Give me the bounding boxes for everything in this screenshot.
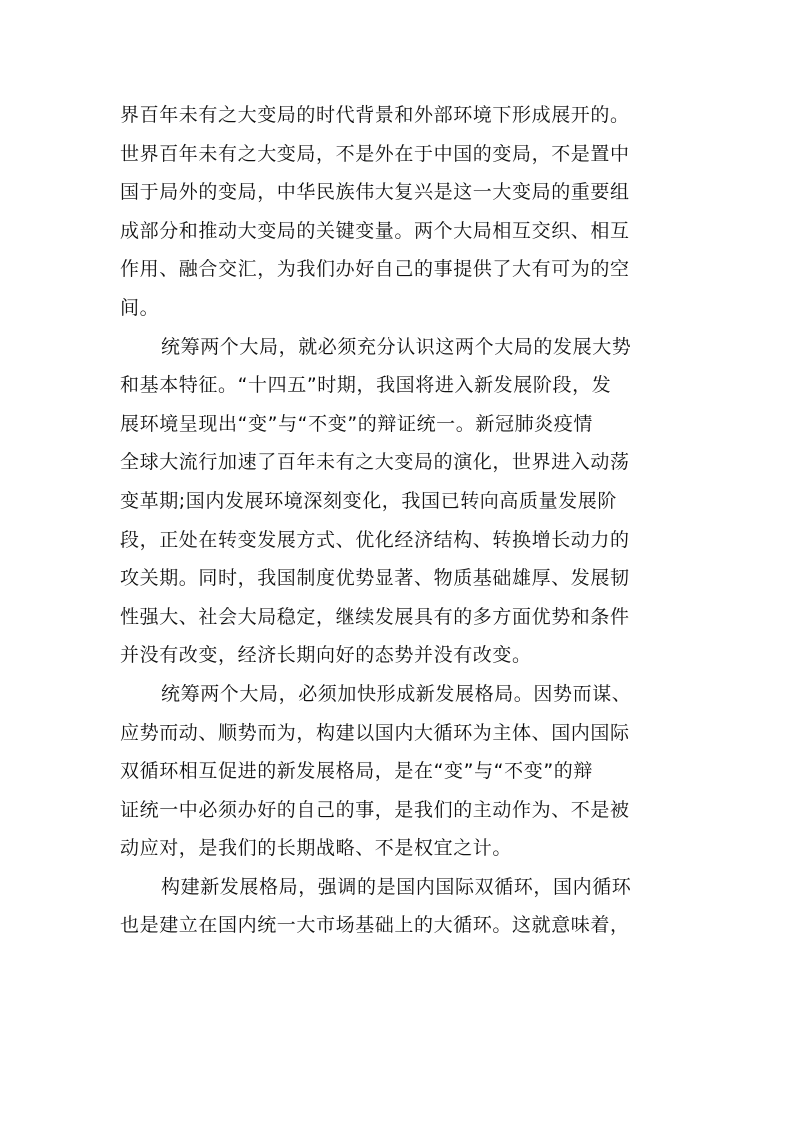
- text-line: 双循环相互促进的新发展格局，是在“变”与“不变”的辩: [120, 760, 593, 783]
- text-line: 段，正处在转变发展方式、优化经济结构、转换增长动力的: [120, 528, 630, 551]
- text-line: 并没有改变，经济长期向好的态势并没有改变。: [120, 644, 532, 667]
- text-line: 动应对，是我们的长期战略、不是权宜之计。: [120, 837, 513, 860]
- text-line: 攻关期。同时，我国制度优势显著、物质基础雄厚、发展韧: [120, 567, 630, 590]
- text-line: 成部分和推动大变局的关键变量。两个大局相互交织、相互: [120, 219, 630, 242]
- text-line: 应势而动、顺势而为，构建以国内大循环为主体、国内国际: [120, 721, 630, 744]
- text-line: 性强大、社会大局稳定，继续发展具有的多方面优势和条件: [120, 605, 630, 628]
- text-line: 全球大流行加速了百年未有之大变局的演化，世界进入动荡: [120, 451, 630, 474]
- text-line: 国于局外的变局，中华民族伟大复兴是这一大变局的重要组: [120, 181, 630, 204]
- text-line: 作用、融合交汇，为我们办好自己的事提供了大有可为的空: [120, 258, 630, 281]
- body-text: [120, 96, 680, 945]
- text-line: 证统一中必须办好的自己的事，是我们的主动作为、不是被: [120, 798, 630, 821]
- text-line: 界百年未有之大变局的时代背景和外部环境下形成展开的。: [120, 104, 630, 126]
- text-line: 变革期;国内发展环境深刻变化，我国已转向高质量发展阶: [120, 489, 618, 512]
- paragraph-first-line: 构建新发展格局，强调的是国内国际双循环，国内循环: [161, 875, 632, 898]
- paragraph-first-line: 统筹两个大局，必须加快形成新发展格局。因势而谋、: [161, 682, 632, 705]
- text-line: 展环境呈现出“变”与“不变”的辩证统一。新冠肺炎疫情: [120, 412, 593, 435]
- text-line: 也是建立在国内统一大市场基础上的大循环。这就意味着，: [120, 914, 630, 937]
- text-line: 间。: [120, 296, 160, 319]
- text-line: 世界百年未有之大变局，不是外在于中国的变局，不是置中: [120, 142, 630, 165]
- paragraph-first-line: 统筹两个大局，就必须充分认识这两个大局的发展大势: [161, 335, 632, 358]
- text-line: 和基本特征。“十四五”时期，我国将进入新发展阶段，发: [120, 374, 612, 397]
